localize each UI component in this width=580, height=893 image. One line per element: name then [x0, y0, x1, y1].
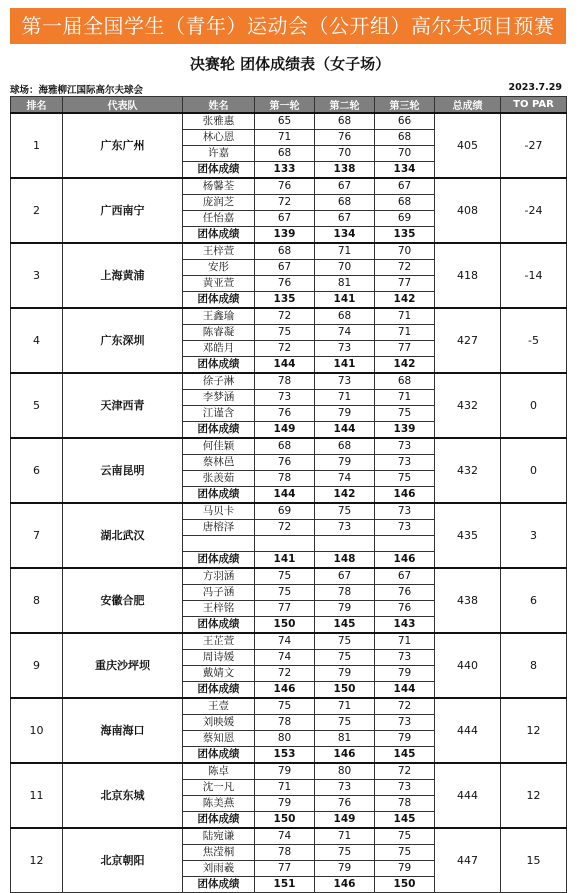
round-2-score: 68	[315, 438, 375, 455]
round-3-score: 71	[375, 633, 435, 650]
team-cell: 广西南宁	[63, 178, 183, 243]
team-round-1-total: 133	[255, 162, 315, 179]
rank-cell: 4	[11, 308, 63, 373]
round-2-score: 76	[315, 796, 375, 812]
round-3-score: 73	[375, 780, 435, 796]
to-par-cell: 0	[501, 438, 567, 503]
rank-cell: 8	[11, 568, 63, 633]
team-total-label: 团体成绩	[183, 812, 255, 829]
round-2-score: 67	[315, 211, 375, 227]
rank-cell: 1	[11, 113, 63, 178]
total-cell: 432	[435, 438, 501, 503]
round-1-score: 78	[255, 471, 315, 487]
round-3-score: 71	[375, 308, 435, 325]
player-row	[11, 698, 567, 715]
round-2-score: 75	[315, 715, 375, 731]
round-3-score: 70	[375, 146, 435, 162]
team-group	[11, 113, 567, 178]
team-cell: 湖北武汉	[63, 503, 183, 568]
header-total: 总成绩	[435, 97, 501, 114]
team-round-1-total: 141	[255, 552, 315, 569]
round-2-score: 75	[315, 650, 375, 666]
team-round-2-total: 134	[315, 227, 375, 244]
team-round-3-total: 142	[375, 292, 435, 309]
round-1-score: 68	[255, 438, 315, 455]
rank-cell: 11	[11, 763, 63, 828]
team-round-3-total: 145	[375, 812, 435, 829]
team-total-label: 团体成绩	[183, 422, 255, 439]
team-group	[11, 828, 567, 893]
round-1-score: 74	[255, 650, 315, 666]
player-name: 焦滢桐	[183, 845, 255, 861]
team-round-2-total: 148	[315, 552, 375, 569]
to-par-cell: 0	[501, 373, 567, 438]
team-group	[11, 308, 567, 373]
round-3-score: 77	[375, 341, 435, 357]
team-cell: 上海黄浦	[63, 243, 183, 308]
team-round-1-total: 153	[255, 747, 315, 764]
player-name: 王梓萱	[183, 243, 255, 260]
results-table	[10, 96, 567, 893]
player-name: 张羡茹	[183, 471, 255, 487]
round-3-score: 68	[375, 195, 435, 211]
round-3-score: 67	[375, 568, 435, 585]
round-3-score: 73	[375, 438, 435, 455]
team-cell: 海南海口	[63, 698, 183, 763]
round-3-score: 72	[375, 763, 435, 780]
player-name: 庞润芝	[183, 195, 255, 211]
team-round-2-total: 145	[315, 617, 375, 634]
round-2-score: 81	[315, 276, 375, 292]
round-3-score: 73	[375, 520, 435, 536]
team-cell: 重庆沙坪坝	[63, 633, 183, 698]
round-1-score: 77	[255, 861, 315, 877]
round-2-score: 78	[315, 585, 375, 601]
date-label: 2023.7.29	[508, 82, 562, 93]
round-1-score: 67	[255, 211, 315, 227]
total-cell: 447	[435, 828, 501, 893]
rank-cell: 12	[11, 828, 63, 893]
round-1-score: 76	[255, 406, 315, 422]
team-round-1-total: 150	[255, 617, 315, 634]
to-par-cell: -5	[501, 308, 567, 373]
round-2-score: 67	[315, 178, 375, 195]
round-2-score: 68	[315, 195, 375, 211]
round-3-score: 75	[375, 845, 435, 861]
total-cell: 444	[435, 763, 501, 828]
player-name: 刘雨羲	[183, 861, 255, 877]
player-row	[11, 113, 567, 130]
round-1-score: 78	[255, 715, 315, 731]
round-2-score: 73	[315, 341, 375, 357]
total-cell: 408	[435, 178, 501, 243]
round-3-score: 75	[375, 406, 435, 422]
team-total-label: 团体成绩	[183, 617, 255, 634]
round-3-score: 73	[375, 715, 435, 731]
round-3-score: 67	[375, 178, 435, 195]
round-1-score: 74	[255, 828, 315, 845]
round-1-score: 74	[255, 633, 315, 650]
team-total-label: 团体成绩	[183, 357, 255, 374]
round-2-score: 71	[315, 828, 375, 845]
round-2-score: 71	[315, 390, 375, 406]
header-round-3: 第三轮	[375, 97, 435, 114]
player-row	[11, 503, 567, 520]
round-3-score: 70	[375, 243, 435, 260]
team-round-3-total: 145	[375, 747, 435, 764]
round-3-score: 68	[375, 130, 435, 146]
rank-cell: 5	[11, 373, 63, 438]
round-3-score: 79	[375, 731, 435, 747]
round-1-score: 72	[255, 520, 315, 536]
team-round-3-total: 143	[375, 617, 435, 634]
round-1-score: 69	[255, 503, 315, 520]
team-round-2-total: 149	[315, 812, 375, 829]
team-total-label: 团体成绩	[183, 292, 255, 309]
round-1-score: 78	[255, 845, 315, 861]
player-name: 安彤	[183, 260, 255, 276]
round-3-score: 66	[375, 113, 435, 130]
round-2-score: 79	[315, 666, 375, 682]
to-par-cell: 3	[501, 503, 567, 568]
round-2-score: 70	[315, 146, 375, 162]
round-2-score: 70	[315, 260, 375, 276]
team-total-label: 团体成绩	[183, 227, 255, 244]
player-name: 邓皓月	[183, 341, 255, 357]
header-name: 姓名	[183, 97, 255, 114]
total-cell: 427	[435, 308, 501, 373]
round-1-score: 77	[255, 601, 315, 617]
player-name: 陈卓	[183, 763, 255, 780]
round-1-score: 71	[255, 130, 315, 146]
round-1-score: 75	[255, 568, 315, 585]
team-round-3-total: 150	[375, 877, 435, 893]
round-1-score: 76	[255, 178, 315, 195]
to-par-cell: 12	[501, 763, 567, 828]
round-1-score: 72	[255, 195, 315, 211]
round-2-score: 71	[315, 243, 375, 260]
player-row	[11, 568, 567, 585]
team-round-1-total: 150	[255, 812, 315, 829]
team-round-3-total: 144	[375, 682, 435, 699]
round-2-score: 75	[315, 845, 375, 861]
team-group	[11, 438, 567, 503]
round-3-score	[375, 536, 435, 552]
round-3-score: 79	[375, 666, 435, 682]
round-2-score: 73	[315, 520, 375, 536]
round-3-score: 71	[375, 390, 435, 406]
round-1-score: 67	[255, 260, 315, 276]
round-2-score: 68	[315, 113, 375, 130]
round-3-score: 77	[375, 276, 435, 292]
team-group	[11, 763, 567, 828]
team-round-3-total: 142	[375, 357, 435, 374]
player-name: 王壹	[183, 698, 255, 715]
player-name: 王芷萱	[183, 633, 255, 650]
player-row	[11, 438, 567, 455]
header-round-1: 第一轮	[255, 97, 315, 114]
team-round-3-total: 146	[375, 487, 435, 504]
round-1-score: 75	[255, 585, 315, 601]
player-name: 杨馨荃	[183, 178, 255, 195]
team-round-2-total: 144	[315, 422, 375, 439]
player-row	[11, 763, 567, 780]
to-par-cell: 6	[501, 568, 567, 633]
player-name: 任怡嘉	[183, 211, 255, 227]
player-name: 林心恩	[183, 130, 255, 146]
team-round-1-total: 149	[255, 422, 315, 439]
team-total-label: 团体成绩	[183, 552, 255, 569]
player-name: 蔡知恩	[183, 731, 255, 747]
round-3-score: 73	[375, 455, 435, 471]
round-2-score: 79	[315, 455, 375, 471]
round-3-score: 76	[375, 601, 435, 617]
round-1-score: 71	[255, 780, 315, 796]
round-2-score: 79	[315, 406, 375, 422]
round-1-score: 75	[255, 325, 315, 341]
team-round-3-total: 146	[375, 552, 435, 569]
team-round-2-total: 141	[315, 357, 375, 374]
team-group	[11, 373, 567, 438]
round-2-score: 73	[315, 780, 375, 796]
team-cell: 云南昆明	[63, 438, 183, 503]
team-round-1-total: 139	[255, 227, 315, 244]
team-group	[11, 243, 567, 308]
header-rank: 排名	[11, 97, 63, 114]
to-par-cell: 12	[501, 698, 567, 763]
team-round-1-total: 135	[255, 292, 315, 309]
rank-cell: 2	[11, 178, 63, 243]
player-name: 戴婧文	[183, 666, 255, 682]
player-name: 江谨含	[183, 406, 255, 422]
round-1-score: 79	[255, 763, 315, 780]
team-round-1-total: 146	[255, 682, 315, 699]
player-row	[11, 373, 567, 390]
round-2-score: 73	[315, 373, 375, 390]
total-cell: 405	[435, 113, 501, 178]
team-cell: 安徽合肥	[63, 568, 183, 633]
to-par-cell: -24	[501, 178, 567, 243]
round-1-score: 76	[255, 276, 315, 292]
round-1-score: 65	[255, 113, 315, 130]
round-1-score: 73	[255, 390, 315, 406]
total-cell: 435	[435, 503, 501, 568]
to-par-cell: 15	[501, 828, 567, 893]
rank-cell: 3	[11, 243, 63, 308]
player-name: 王鑫瑜	[183, 308, 255, 325]
rank-cell: 10	[11, 698, 63, 763]
player-name: 许嘉	[183, 146, 255, 162]
to-par-cell: 8	[501, 633, 567, 698]
player-name: 冯子涵	[183, 585, 255, 601]
venue-label: 球场：海雅柳江国际高尔夫球会	[10, 85, 144, 96]
rank-cell: 6	[11, 438, 63, 503]
player-name: 蔡林邑	[183, 455, 255, 471]
team-group	[11, 178, 567, 243]
team-round-3-total: 134	[375, 162, 435, 179]
round-2-score: 79	[315, 861, 375, 877]
round-3-score: 76	[375, 585, 435, 601]
round-1-score: 72	[255, 341, 315, 357]
team-round-3-total: 139	[375, 422, 435, 439]
page-title: 决赛轮 团体成绩表（女子场）	[189, 55, 391, 73]
player-name: 黄亚萱	[183, 276, 255, 292]
total-cell: 440	[435, 633, 501, 698]
player-name: 李梦涵	[183, 390, 255, 406]
total-cell: 418	[435, 243, 501, 308]
round-1-score: 80	[255, 731, 315, 747]
round-3-score: 69	[375, 211, 435, 227]
team-cell: 广东深圳	[63, 308, 183, 373]
player-name: 陈美燕	[183, 796, 255, 812]
round-2-score: 68	[315, 308, 375, 325]
total-cell: 432	[435, 373, 501, 438]
total-cell: 438	[435, 568, 501, 633]
round-1-score: 68	[255, 243, 315, 260]
round-3-score: 75	[375, 828, 435, 845]
round-1-score: 75	[255, 698, 315, 715]
round-3-score: 72	[375, 260, 435, 276]
team-cell: 北京朝阳	[63, 828, 183, 893]
player-row	[11, 633, 567, 650]
player-row	[11, 308, 567, 325]
team-total-label: 团体成绩	[183, 682, 255, 699]
team-round-2-total: 142	[315, 487, 375, 504]
round-3-score: 72	[375, 698, 435, 715]
player-name: 王梓铭	[183, 601, 255, 617]
header-round-2: 第二轮	[315, 97, 375, 114]
round-3-score: 71	[375, 325, 435, 341]
player-name: 沈一凡	[183, 780, 255, 796]
round-2-score: 76	[315, 130, 375, 146]
team-group	[11, 503, 567, 568]
team-group	[11, 568, 567, 633]
player-name: 刘映媛	[183, 715, 255, 731]
team-round-3-total: 135	[375, 227, 435, 244]
header-row	[11, 97, 567, 114]
team-cell: 北京东城	[63, 763, 183, 828]
player-name	[183, 536, 255, 552]
player-name: 马贝卡	[183, 503, 255, 520]
team-group	[11, 698, 567, 763]
team-round-1-total: 144	[255, 357, 315, 374]
round-2-score: 74	[315, 471, 375, 487]
player-name: 唐榕泽	[183, 520, 255, 536]
to-par-cell: -14	[501, 243, 567, 308]
round-1-score: 76	[255, 455, 315, 471]
player-name: 陈睿凝	[183, 325, 255, 341]
team-round-2-total: 146	[315, 877, 375, 893]
header-team: 代表队	[63, 97, 183, 114]
round-2-score: 80	[315, 763, 375, 780]
player-name: 何佳颖	[183, 438, 255, 455]
player-row	[11, 828, 567, 845]
total-cell: 444	[435, 698, 501, 763]
team-round-1-total: 151	[255, 877, 315, 893]
round-3-score: 79	[375, 861, 435, 877]
team-total-label: 团体成绩	[183, 747, 255, 764]
player-name: 张雅惠	[183, 113, 255, 130]
team-total-label: 团体成绩	[183, 487, 255, 504]
player-name: 徐子淋	[183, 373, 255, 390]
round-2-score: 67	[315, 568, 375, 585]
player-row	[11, 178, 567, 195]
round-3-score: 73	[375, 650, 435, 666]
team-round-2-total: 141	[315, 292, 375, 309]
rank-cell: 7	[11, 503, 63, 568]
team-total-label: 团体成绩	[183, 162, 255, 179]
round-1-score: 72	[255, 666, 315, 682]
player-name: 陆宛谦	[183, 828, 255, 845]
round-2-score: 79	[315, 601, 375, 617]
round-1-score: 79	[255, 796, 315, 812]
player-name: 方羽涵	[183, 568, 255, 585]
round-1-score: 68	[255, 146, 315, 162]
round-2-score: 75	[315, 503, 375, 520]
round-3-score: 68	[375, 373, 435, 390]
round-2-score: 81	[315, 731, 375, 747]
rank-cell: 9	[11, 633, 63, 698]
event-banner: 第一届全国学生（青年）运动会（公开组）高尔夫项目预赛	[10, 8, 566, 44]
round-2-score: 75	[315, 633, 375, 650]
round-1-score: 72	[255, 308, 315, 325]
round-1-score	[255, 536, 315, 552]
team-cell: 天津西青	[63, 373, 183, 438]
player-row	[11, 243, 567, 260]
team-total-label: 团体成绩	[183, 877, 255, 893]
to-par-cell: -27	[501, 113, 567, 178]
header-to-par: TO PAR	[501, 97, 567, 114]
round-2-score: 71	[315, 698, 375, 715]
team-round-2-total: 150	[315, 682, 375, 699]
round-3-score: 75	[375, 471, 435, 487]
team-group	[11, 633, 567, 698]
round-3-score: 73	[375, 503, 435, 520]
team-round-2-total: 138	[315, 162, 375, 179]
player-name: 周诗媛	[183, 650, 255, 666]
round-2-score: 74	[315, 325, 375, 341]
round-3-score: 78	[375, 796, 435, 812]
round-1-score: 78	[255, 373, 315, 390]
team-round-2-total: 146	[315, 747, 375, 764]
team-cell: 广东广州	[63, 113, 183, 178]
round-2-score	[315, 536, 375, 552]
team-round-1-total: 144	[255, 487, 315, 504]
